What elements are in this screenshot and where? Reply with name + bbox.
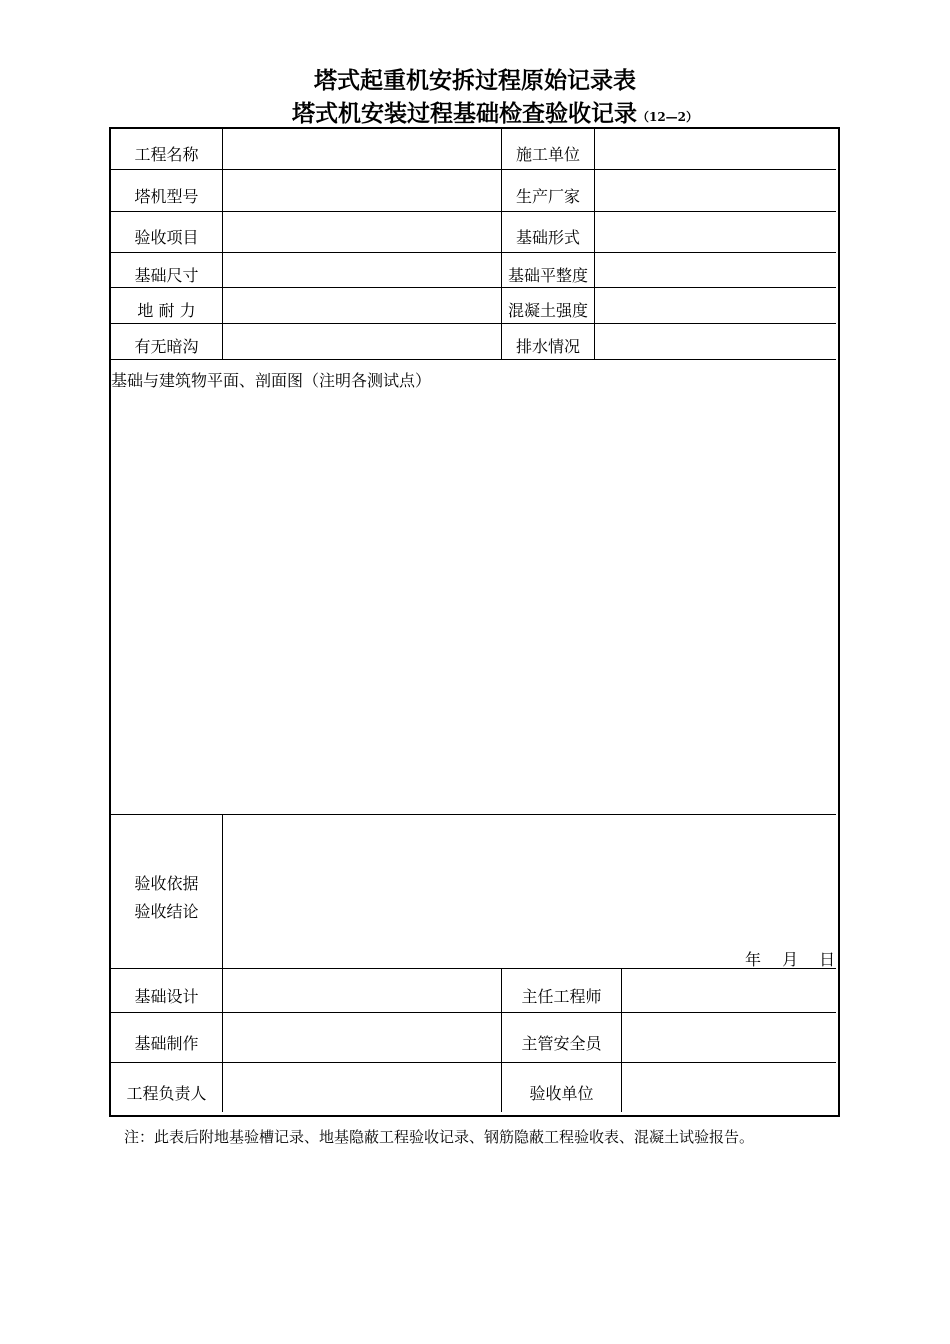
- col-divider: [621, 969, 622, 1112]
- label-project-name: 工程名称: [134, 145, 199, 164]
- label-foundation-type: 基础形式: [515, 228, 580, 247]
- col-divider: [222, 129, 223, 359]
- row-divider: [111, 211, 836, 212]
- label-inspection-conclusion: 验收结论: [134, 902, 199, 921]
- label-hidden-ditch: 有无暗沟: [134, 337, 199, 356]
- row-divider: [111, 287, 836, 288]
- row-divider: [111, 323, 836, 324]
- label-drawing-area: 基础与建筑物平面、剖面图（注明各测试点）: [111, 371, 432, 390]
- label-concrete-strength: 混凝土强度: [507, 301, 588, 320]
- label-acceptance-unit: 验收单位: [529, 1084, 594, 1103]
- label-project-manager: 工程负责人: [126, 1084, 207, 1103]
- col-divider: [222, 815, 223, 1112]
- row-divider: [111, 968, 836, 969]
- label-manufacturer: 生产厂家: [515, 187, 580, 206]
- col-divider: [594, 129, 595, 359]
- row-divider: [111, 1012, 836, 1013]
- row-divider: [111, 359, 836, 360]
- label-foundation-size: 基础尺寸: [134, 266, 199, 285]
- row-divider: [111, 169, 836, 170]
- label-inspection-basis: 验收依据: [134, 874, 199, 893]
- row-divider: [111, 252, 836, 253]
- label-crane-model: 塔机型号: [134, 187, 199, 206]
- label-drainage: 排水情况: [515, 337, 580, 356]
- label-chief-engineer: 主任工程师: [521, 987, 602, 1006]
- label-foundation-flatness: 基础平整度: [507, 266, 588, 285]
- form-title: 塔式起重机安拆过程原始记录表: [314, 67, 636, 94]
- subtitle-text: 塔式机安装过程基础检查验收记录: [291, 100, 637, 127]
- date-field: 年 月 日: [745, 950, 836, 969]
- row-divider: [111, 814, 836, 815]
- label-inspection-item: 验收项目: [134, 228, 199, 247]
- footnote: 注：此表后附地基验槽记录、地基隐蔽工程验收记录、钢筋隐蔽工程验收表、混凝土试验报告。: [124, 1128, 755, 1146]
- row-divider: [111, 1062, 836, 1063]
- label-foundation-construction: 基础制作: [134, 1034, 199, 1053]
- form-code: （12—2）: [636, 110, 699, 124]
- label-bearing-capacity: 地 耐 力: [137, 301, 196, 320]
- label-construction-unit: 施工单位: [515, 145, 580, 164]
- label-safety-officer: 主管安全员: [521, 1034, 602, 1053]
- label-foundation-design: 基础设计: [134, 987, 199, 1006]
